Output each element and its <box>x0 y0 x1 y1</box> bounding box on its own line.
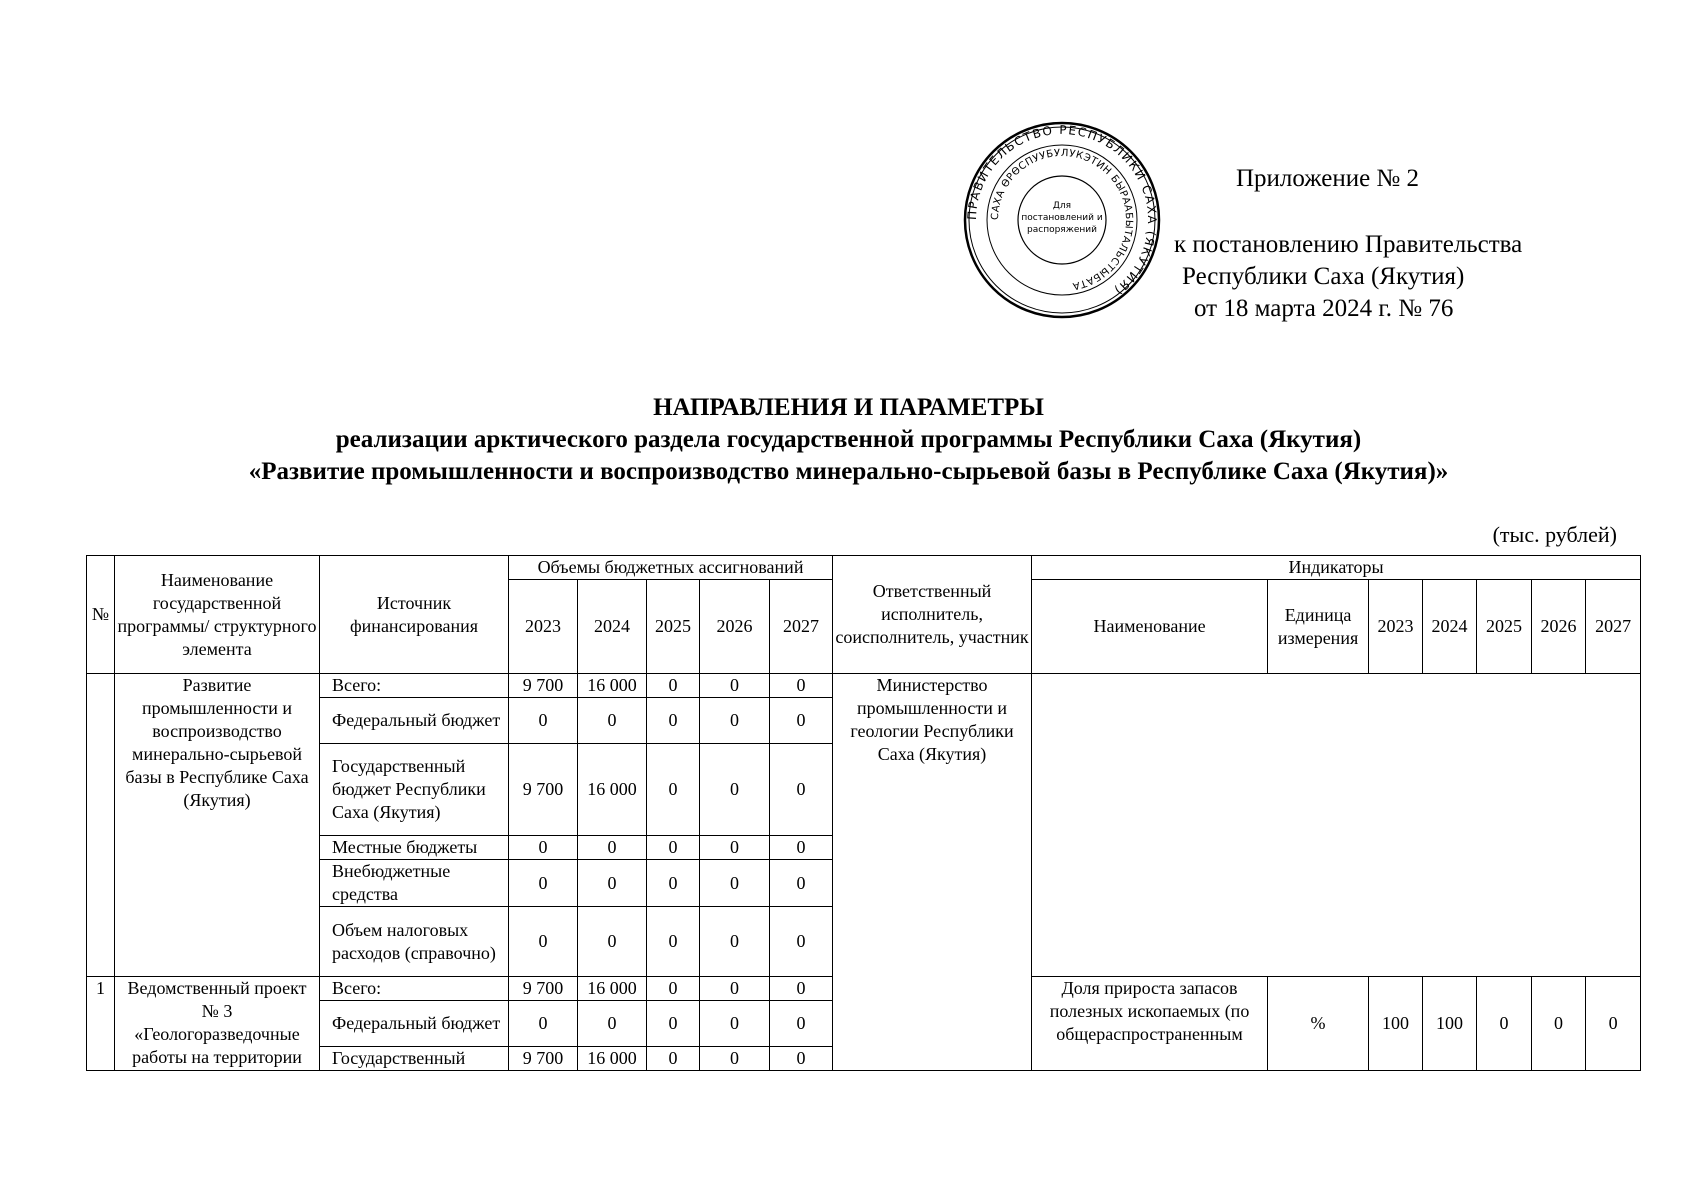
value-cell: 0 <box>700 860 770 907</box>
source-cell: Местные бюджеты <box>320 836 509 860</box>
value-cell: 0 <box>700 744 770 836</box>
header-year-2024: 2024 <box>578 580 647 674</box>
indicator-value-cell: 100 <box>1369 977 1423 1071</box>
value-cell: 0 <box>700 1001 770 1047</box>
value-cell: 0 <box>647 744 700 836</box>
value-cell: 0 <box>700 907 770 977</box>
project-num: 1 <box>87 977 115 1071</box>
header-indicator-year-2026: 2026 <box>1532 580 1586 674</box>
value-cell: 0 <box>770 674 833 698</box>
value-cell: 0 <box>578 1001 647 1047</box>
value-cell: 0 <box>647 698 700 744</box>
value-cell: 0 <box>700 698 770 744</box>
program-indicators-empty <box>1032 674 1641 977</box>
source-cell: Государственный <box>320 1047 509 1071</box>
value-cell: 0 <box>578 907 647 977</box>
value-cell: 0 <box>647 860 700 907</box>
appendix-line-1: к постановлению Правительства <box>1174 231 1523 258</box>
header-source: Источник финансирования <box>320 556 509 674</box>
budget-table <box>86 555 1641 1071</box>
value-cell: 0 <box>770 836 833 860</box>
value-cell: 9 700 <box>509 744 578 836</box>
seal-center-line-1: Для <box>1052 201 1072 211</box>
value-cell: 0 <box>578 698 647 744</box>
value-cell: 0 <box>700 836 770 860</box>
value-cell: 0 <box>647 1047 700 1071</box>
value-cell: 0 <box>647 977 700 1001</box>
value-cell: 0 <box>700 977 770 1001</box>
value-cell: 9 700 <box>509 674 578 698</box>
header-name: Наименование государственной программы/ структурного элемента <box>115 556 320 674</box>
executor-cell: Министерство промышленности и геологии Республики Саха (Якутия) <box>833 674 1032 1071</box>
source-cell: Федеральный бюджет <box>320 698 509 744</box>
document-subtitle-1: реализации арктического раздела государственной программы Республики Саха (Якутия) <box>335 426 1362 453</box>
header-executor: Ответственный исполнитель, соисполнитель, участник <box>833 556 1032 674</box>
value-cell: 0 <box>578 860 647 907</box>
project-name: Ведомственный проект № 3 «Геологоразведочные работы на территории <box>115 977 320 1071</box>
value-cell: 16 000 <box>578 977 647 1001</box>
official-seal <box>962 120 1162 320</box>
source-cell: Объем налоговых расходов (справочно) <box>320 907 509 977</box>
value-cell: 0 <box>700 1047 770 1071</box>
value-cell: 16 000 <box>578 744 647 836</box>
indicator-value-cell: 100 <box>1423 977 1477 1071</box>
value-cell: 0 <box>509 698 578 744</box>
header-indicator-unit: Единица измерения <box>1268 580 1369 674</box>
value-cell: 0 <box>647 907 700 977</box>
value-cell: 0 <box>700 674 770 698</box>
appendix-line-2: Республики Саха (Якутия) <box>1182 263 1465 290</box>
value-cell: 0 <box>509 907 578 977</box>
appendix-number: Приложение № 2 <box>1236 165 1420 192</box>
value-cell: 0 <box>770 744 833 836</box>
header-year-2027: 2027 <box>770 580 833 674</box>
value-cell: 0 <box>509 1001 578 1047</box>
value-cell: 9 700 <box>509 1047 578 1071</box>
header-budget-group: Объемы бюджетных ассигнований <box>509 556 833 580</box>
source-cell: Внебюджетные средства <box>320 860 509 907</box>
header-year-2023: 2023 <box>509 580 578 674</box>
value-cell: 0 <box>509 836 578 860</box>
value-cell: 0 <box>647 1001 700 1047</box>
seal-inner-text: САХА ӨРӨСПУУБУЛУКЭТИН БЫРААБЫТАЛЬСТЫБАТА <box>989 147 1135 292</box>
header-indicator-year-2024: 2024 <box>1423 580 1477 674</box>
seal-outer-text: ПРАВИТЕЛЬСТВО РЕСПУБЛИКИ САХА (ЯКУТИЯ) <box>964 122 1160 299</box>
indicator-value-cell: 0 <box>1477 977 1532 1071</box>
value-cell: 0 <box>770 860 833 907</box>
value-cell: 16 000 <box>578 1047 647 1071</box>
value-cell: 0 <box>770 977 833 1001</box>
value-cell: 0 <box>647 674 700 698</box>
header-year-2025: 2025 <box>647 580 700 674</box>
header-indicator-name: Наименование <box>1032 580 1268 674</box>
header-indicators-group: Индикаторы <box>1032 556 1641 580</box>
units-label: (тыс. рублей) <box>1492 522 1617 547</box>
value-cell: 9 700 <box>509 977 578 1001</box>
source-cell: Государственный бюджет Республики Саха (Якутия) <box>320 744 509 836</box>
value-cell: 16 000 <box>578 674 647 698</box>
program-num <box>87 674 115 977</box>
indicator-value-cell: 0 <box>1586 977 1641 1071</box>
value-cell: 0 <box>770 698 833 744</box>
value-cell: 0 <box>509 860 578 907</box>
header-indicator-year-2023: 2023 <box>1369 580 1423 674</box>
source-cell: Федеральный бюджет <box>320 1001 509 1047</box>
indicator-name-cell: Доля прироста запасов полезных ископаемых (по общераспространенным <box>1032 977 1268 1071</box>
header-indicator-year-2027: 2027 <box>1586 580 1641 674</box>
seal-center-line-3: распоряжений <box>1027 225 1097 235</box>
header-year-2026: 2026 <box>700 580 770 674</box>
program-name: Развитие промышленности и воспроизводство минерально-сырьевой базы в Республике Саха (Якутия) <box>115 674 320 977</box>
value-cell: 0 <box>647 836 700 860</box>
appendix-line-3: от 18 марта 2024 г. № 76 <box>1194 295 1454 322</box>
indicator-unit-cell: % <box>1268 977 1369 1071</box>
document-subtitle-2: «Развитие промышленности и воспроизводство минерально-сырьевой базы в Республике Саха (Якутия)» <box>248 458 1449 485</box>
source-cell: Всего: <box>320 674 509 698</box>
header-indicator-year-2025: 2025 <box>1477 580 1532 674</box>
seal-center-line-2: постановлений и <box>1021 213 1103 223</box>
table-row <box>87 674 1641 698</box>
value-cell: 0 <box>770 1001 833 1047</box>
header-num: № <box>87 556 115 674</box>
value-cell: 0 <box>578 836 647 860</box>
document-title: НАПРАВЛЕНИЯ И ПАРАМЕТРЫ <box>653 394 1044 421</box>
value-cell: 0 <box>770 1047 833 1071</box>
indicator-value-cell: 0 <box>1532 977 1586 1071</box>
source-cell: Всего: <box>320 977 509 1001</box>
value-cell: 0 <box>770 907 833 977</box>
